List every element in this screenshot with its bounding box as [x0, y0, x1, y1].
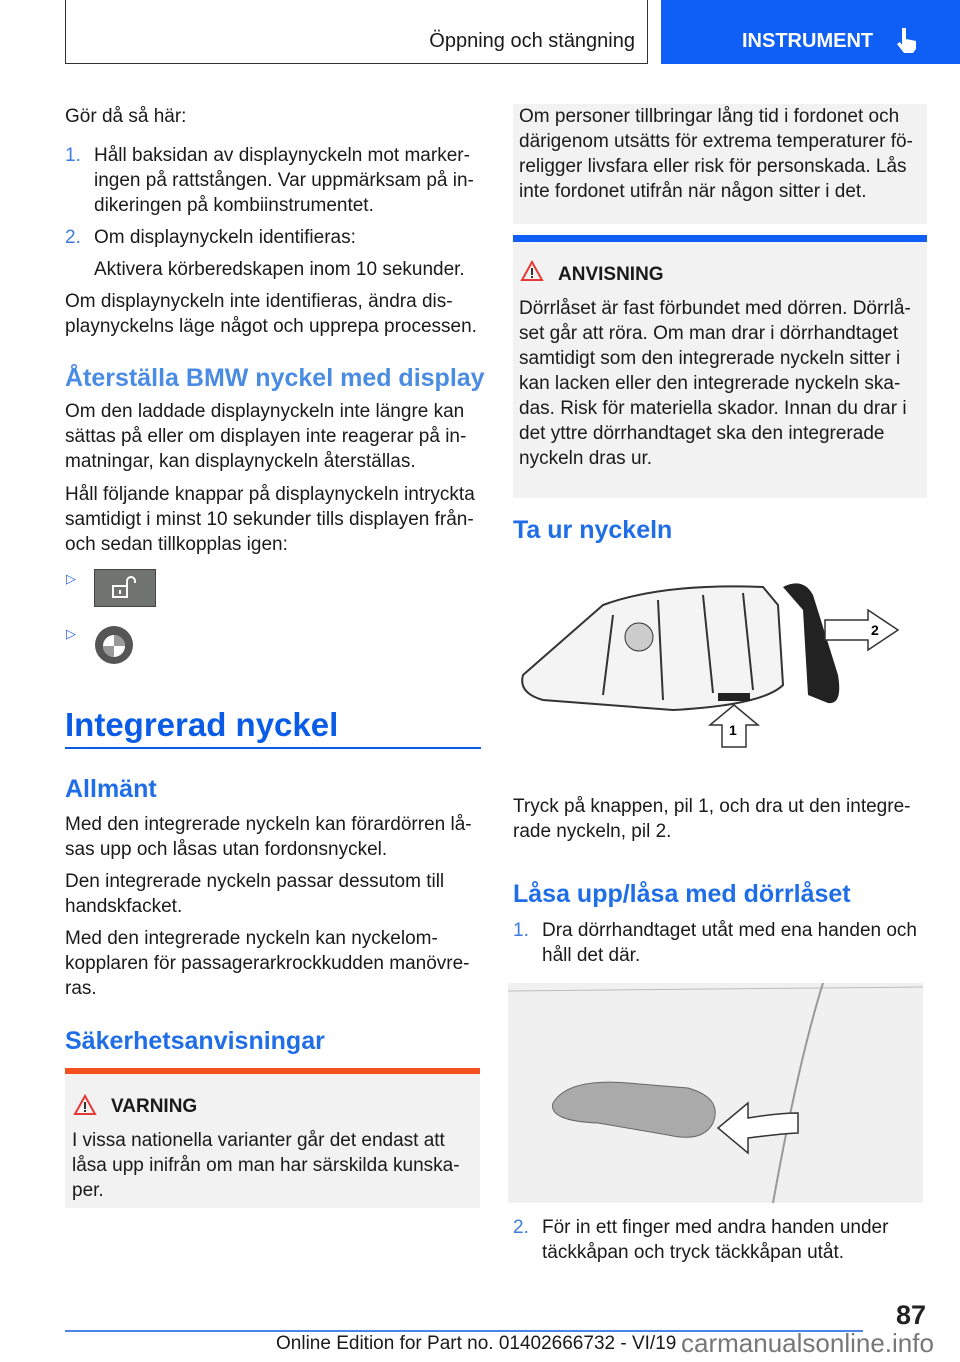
text-line: Tryck på knappen, pil 1, och dra ut den integre-	[513, 796, 911, 817]
lock-step-1-text	[542, 918, 917, 968]
text-line: dikeringen på kombiinstrumentet.	[94, 195, 374, 216]
text-line: ingen på rattstången. Var uppmärksam på in-	[94, 170, 474, 191]
intro-text: Gör då så här:	[65, 106, 187, 127]
text-line: Om displaynyckeln inte identifieras, ändra dis-	[65, 291, 453, 312]
text-line: handskfacket.	[65, 896, 183, 917]
tab-instrument[interactable]	[661, 0, 960, 64]
lock-heading: Låsa upp/låsa med dörrlåset	[513, 880, 851, 908]
text-line: Med den integrerade nyckeln kan förardörren lå-	[65, 814, 472, 835]
lock-step-2-text	[542, 1215, 888, 1265]
text-line: per.	[72, 1180, 104, 1201]
text-line: samtidigt som den integrerade nyckeln sitter i	[519, 348, 901, 369]
text-line: därigenom utsätts för extrema temperaturer fö-	[519, 131, 913, 152]
step-1-text	[94, 143, 474, 218]
warning-triangle-icon	[520, 260, 544, 282]
text-line: Om den laddade displaynyckeln inte längre kan	[65, 401, 465, 422]
general-p2	[65, 869, 444, 919]
text-line: set går att röra. Om man drar i dörrhandtaget	[519, 323, 899, 344]
reset-p1	[65, 399, 466, 474]
step-number: 2.	[65, 227, 81, 248]
header-box	[65, 0, 648, 64]
door-handle-illustration	[508, 983, 923, 1203]
text-line: das. Risk för materiella skador. Innan du drar i	[519, 398, 907, 419]
arrow-label-1: 1	[729, 722, 737, 738]
hand-pointer-icon	[895, 26, 921, 54]
safety-heading: Säkerhetsanvisningar	[65, 1027, 325, 1055]
text-line: rade nyckeln, pil 2.	[513, 821, 672, 842]
warning-box	[65, 1068, 480, 1208]
unlock-button-icon	[94, 569, 156, 607]
text-line: kopplaren för passagerarkrockkudden manövre-	[65, 953, 470, 974]
text-line: inte fordonet utifrån när någon sitter i det.	[519, 181, 867, 202]
text-line: håll det där.	[542, 945, 641, 966]
notice-title: ANVISNING	[558, 264, 664, 285]
page-number: 87	[896, 1300, 927, 1330]
bullet-triangle-icon: ▷	[66, 626, 76, 641]
text-line: samtidigt i minst 10 sekunder tills displayen från-	[65, 509, 474, 530]
warning-text	[72, 1128, 460, 1203]
text-line: playnyckelns läge något och upprepa processen.	[65, 316, 477, 337]
text-line: Om displaynyckeln identifieras:	[94, 227, 356, 248]
text-line: Med den integrerade nyckeln kan nyckelom-	[65, 928, 438, 949]
bullet-triangle-icon: ▷	[66, 571, 76, 586]
info-box	[513, 104, 927, 224]
text-line: För in ett finger med andra handen under	[542, 1217, 889, 1238]
edition-text: Online Edition for Part no. 01402666732 - VI/19	[276, 1333, 677, 1354]
info-text	[519, 104, 913, 204]
step-number: 2.	[513, 1217, 529, 1238]
text-line: ras.	[65, 978, 97, 999]
bmw-logo-button-icon	[93, 624, 135, 666]
general-p3	[65, 926, 470, 1001]
text-line: matningar, kan displaynyckeln återställas.	[65, 451, 416, 472]
text-line: låsa upp inifrån om man har särskilda kunska-	[72, 1155, 460, 1176]
reset-heading: Återställa BMW nyckel med display	[65, 364, 485, 392]
text-line: sas upp och låsas utan fordonsnyckel.	[65, 839, 388, 860]
text-line: Om personer tillbringar lång tid i fordonet och	[519, 106, 900, 127]
text-line: I vissa nationella varianter går det endast att	[72, 1130, 445, 1151]
step-number: 1.	[65, 145, 81, 166]
text-line: Håll baksidan av displaynyckeln mot marker-	[94, 145, 470, 166]
step-number: 1.	[513, 920, 529, 941]
text-line: Den integrerade nyckeln passar dessutom till	[65, 871, 445, 892]
general-p1	[65, 812, 472, 862]
text-line: Dra dörrhandtaget utåt med ena handen och	[542, 920, 917, 941]
arrow-label-2: 2	[871, 622, 879, 638]
after-text	[65, 289, 477, 339]
text-line: Håll följande knappar på displaynyckeln intryckta	[65, 484, 475, 505]
general-heading: Allmänt	[65, 775, 157, 803]
warning-triangle-icon	[73, 1094, 97, 1116]
reset-p2	[65, 482, 475, 557]
watermark: carmanualsonline.info	[681, 1328, 934, 1358]
remove-heading: Ta ur nyckeln	[513, 516, 673, 544]
text-line: nyckeln dras ur.	[519, 448, 653, 469]
text-line: täckkåpan och tryck täckkåpan utåt.	[542, 1242, 845, 1263]
notice-box	[513, 235, 927, 498]
tab-label: INSTRUMENT	[742, 30, 874, 52]
section-title: Öppning och stängning	[429, 30, 635, 52]
step-2-text	[94, 225, 356, 250]
text-line: och sedan tillkopplas igen:	[65, 534, 288, 555]
text-line: Dörrlåset är fast förbundet med dörren. Dörrlå-	[519, 298, 911, 319]
text-line: sättas på eller om displayen inte reagerar på in-	[65, 426, 467, 447]
heading-rule	[65, 747, 481, 749]
page-heading: Integrerad nyckel	[65, 706, 339, 743]
key-removal-illustration	[513, 575, 913, 755]
text-line: det yttre dörrhandtaget ska den integrerade	[519, 423, 885, 444]
step-2-sub: Aktivera körberedskapen inom 10 sekunder.	[94, 259, 465, 280]
warning-title: VARNING	[111, 1096, 198, 1117]
remove-text	[513, 794, 910, 844]
notice-text	[519, 296, 911, 471]
text-line: kan lacken eller den integrerade nyckeln ska-	[519, 373, 901, 394]
text-line: religger livsfara eller risk för personskada. Lås	[519, 156, 907, 177]
